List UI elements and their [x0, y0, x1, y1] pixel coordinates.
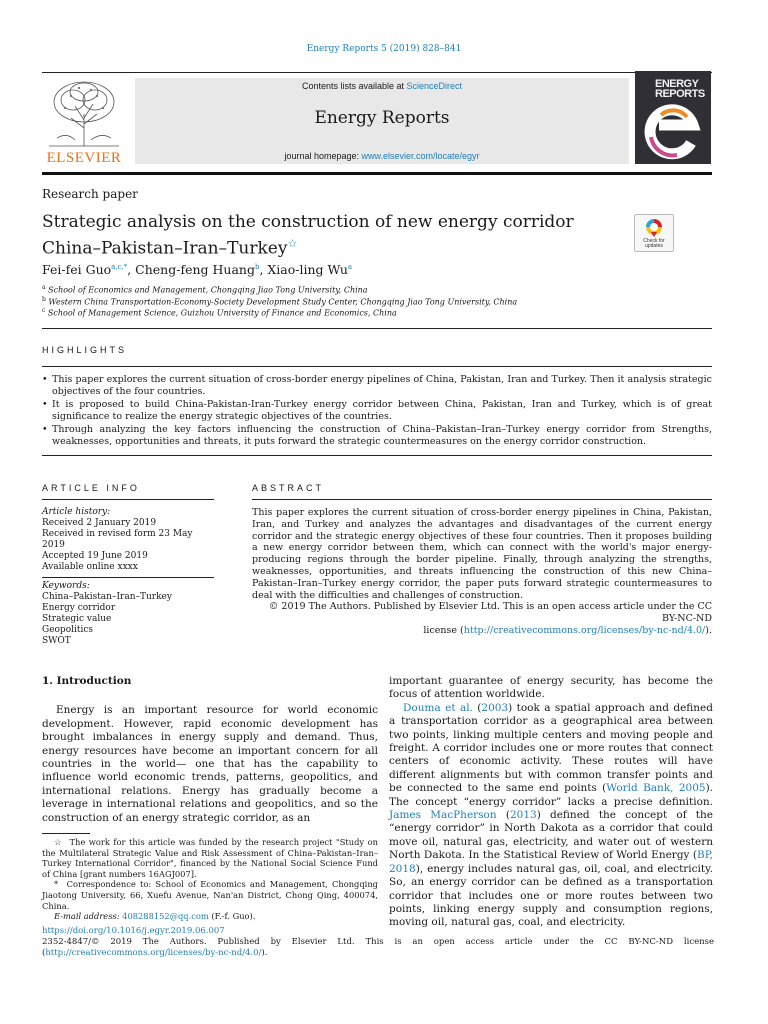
- citation-world-bank[interactable]: World Bank, 2005: [606, 782, 706, 795]
- abstract-rule: [252, 499, 712, 500]
- article-info: [42, 507, 214, 647]
- footer-license: 2352-4847/© 2019 The Authors. Published by Elsevier Ltd. This is an open access article under the CC BY-NC-ND license (http://creativecommons.org/licenses/by-nc-nd/4.0/).: [42, 937, 714, 958]
- paper-type: Research paper: [42, 187, 138, 201]
- footnote-correspondence: * Correspondence to: School of Economics and Management, Chongqing Jiaotong University, 66, Xuefu Avenue, Nan'an District, Chong Qing, 400074, China.: [42, 879, 378, 911]
- highlight-item: • It is proposed to build China-Pakistan-Iran-Turkey energy corridor between China, Pakistan, Iran and Turkey, which is of great significance to realize the energy strategic objectives of the countries.: [42, 399, 712, 423]
- history-accepted: Accepted 19 June 2019: [42, 551, 148, 561]
- article-info-rule: [42, 499, 214, 500]
- abstract-paragraph: This paper explores the current situation of cross-border energy pipelines in China, Pakistan, Iran, and Turkey and analyzes the advantages and disadvantages of the current energy corridor and the strategic energy objectives of these four countries. Then it proposes building a new energy corridor between them, which can connect with the world's major energy-producing regions through the border pipeline. Finally, through analyzing the strengths, weaknesses, opportunities, and threats influencing the construction of this new China–Pakistan–Iran–Turkey energy corridor, the paper puts forward strategic countermeasures to deal with the difficulties and challenges of construction.: [252, 507, 712, 601]
- journal-title: Energy Reports: [314, 108, 450, 128]
- journal-homepage-line: journal homepage: www.elsevier.com/locate/egyr: [284, 151, 480, 161]
- author-affiliation-marker[interactable]: b: [254, 262, 260, 271]
- keyword-item: Geopolitics: [42, 625, 94, 635]
- cover-title: ENERGY REPORTS: [655, 78, 705, 100]
- header-bottom-rule: [42, 172, 712, 175]
- affiliation-a: $^a$ School of Economics and Management, Chongqing Jiao Tong University, China: [42, 284, 368, 295]
- citation-macpherson-year[interactable]: 2013: [509, 809, 537, 822]
- body-right-column: [389, 675, 713, 930]
- highlights-heading: HIGHLIGHTS: [42, 345, 128, 355]
- highlights-bottom-rule: [42, 455, 712, 456]
- highlights-top-rule: [42, 366, 712, 367]
- elsevier-logo[interactable]: [42, 78, 126, 164]
- article-info-heading: ARTICLE INFO: [42, 483, 140, 493]
- abstract-copyright: © 2019 The Authors. Published by Elsevier Ltd. This is an open access article under the CC BY-NC-ND license (http://creativecommons.org/licenses/by-nc-nd/4.0/).: [268, 601, 712, 636]
- page-footer: [42, 926, 714, 959]
- affiliation-c: $^c$ School of Management Science, Guizhou University of Finance and Economics, China: [42, 307, 397, 318]
- author-affiliation-marker[interactable]: a: [347, 262, 353, 271]
- crossmark-icon: [645, 218, 663, 238]
- body-left-column: [42, 675, 378, 825]
- intro-paragraph-1-continued: important guarantee of energy security, has become the focus of attention worldwide.: [389, 675, 713, 701]
- citation-macpherson[interactable]: James MacPherson: [389, 809, 497, 822]
- author-name[interactable]: Xiao-ling Wu: [267, 262, 348, 277]
- doi-link[interactable]: https://doi.org/10.1016/j.egyr.2019.06.007: [42, 926, 225, 936]
- title-footnote-star[interactable]: ☆: [287, 237, 298, 250]
- citation-douma-year[interactable]: 2003: [481, 701, 509, 714]
- journal-reference[interactable]: Energy Reports 5 (2019) 828–841: [306, 44, 462, 54]
- keyword-item: SWOT: [42, 636, 71, 646]
- affiliation-b: $^b$ Western China Transportation-Economy-Society Development Study Center, Chongqing Jiao Tong University, China: [42, 296, 518, 307]
- keyword-item: China–Pakistan–Iran–Turkey: [42, 592, 172, 602]
- highlight-item: • Through analyzing the key factors influencing the construction of China–Pakistan–Iran–Turkey energy corridor from Strengths, weaknesses, opportunities and threats, it puts forward the strategic countermeasures on the energy corridor construction.: [42, 424, 712, 448]
- author-affiliation-marker[interactable]: a,c,*: [111, 262, 128, 271]
- author-name[interactable]: Fei-fei Guo: [42, 262, 112, 277]
- footer-license-link[interactable]: http://creativecommons.org/licenses/by-nc-nd/4.0/: [45, 948, 262, 958]
- intro-paragraph-1: Energy is an important resource for world economic development. However, rapid economic development has brought imbalances in energy supply and demand. Thus, energy resources have become an important concern for all countries in the world— one that has the capability to influence world economic trends, patterns, geopolitics, and international relations. Energy has gradually become a leverage in international relations and geopolitics, and so the construction of an energy strategic corridor, as an: [42, 704, 378, 824]
- abstract-body: [252, 507, 712, 637]
- intro-paragraph-2: Douma et al. (2003) took a spatial approach and defined a transportation corridor as a geographical area between two points, linking multiple centers and moving people and freight. A corridor includes one or more routes that connect centers of economic activity. These routes will have different alignments but with common transfer points and be connected to the same end points (World Bank, 2005). The concept “energy corridor” lacks a precise definition. James MacPherson (2013) defined the concept of the “energy corridor” in North Dakota as a corridor that could move oil, natural gas, electricity, and water out of western North Dakota. In the Statistical Review of World Energy (BP, 2018), energy includes natural gas, oil, coal, and electricity. So, an energy corridor can be defined as a transportation corridor that includes one or more routes between two points, linking energy supply and consumption regions, moving oil, natural gas, coal, and electricity.: [389, 701, 713, 929]
- article-info-divider: [42, 577, 214, 578]
- crossmark-label: Check for updates: [643, 238, 665, 249]
- footnote-email: E-mail address: 408288152@qq.com (F.-f. Guo).: [54, 911, 256, 922]
- author-list: Fei-fei Guo$^{a,c,*}$, Cheng-feng Huang$^b$, Xiao-ling Wu$^a$: [42, 262, 353, 277]
- check-for-updates-badge[interactable]: [634, 214, 674, 252]
- paper-title: Strategic analysis on the construction of new energy corridor China–Pakistan–Iran–Turkey☆: [42, 212, 574, 259]
- history-online: Available online xxxx: [42, 562, 138, 572]
- keyword-item: Energy corridor: [42, 603, 116, 613]
- footnote-funding: ☆ The work for this article was funded by the research project "Study on the Multilateral Strategic Value and Risk Assessment of China–Pakistan–Iran–Turkey International Corridor", financed by the National Social Science Fund of China [grant numbers 16AGJ007].: [42, 837, 378, 879]
- author-name[interactable]: Cheng-feng Huang: [135, 262, 255, 277]
- article-history-heading: Article history:: [42, 507, 111, 517]
- contents-lists-line: Contents lists available at ScienceDirect: [301, 81, 463, 91]
- abstract-license-link[interactable]: http://creativecommons.org/licenses/by-nc-nd/4.0/: [463, 624, 706, 636]
- footnotes: [42, 833, 378, 922]
- section-heading-introduction: 1. Introduction: [42, 675, 132, 687]
- affiliations-divider: [42, 328, 712, 329]
- journal-header-band: [135, 78, 629, 164]
- keyword-item: Strategic value: [42, 614, 112, 624]
- sciencedirect-link[interactable]: ScienceDirect: [406, 81, 463, 91]
- author-email-link[interactable]: 408288152@qq.com: [122, 911, 209, 922]
- elsevier-wordmark: ELSEVIER: [46, 150, 122, 166]
- footnote-rule: [42, 833, 90, 834]
- history-revised: Received in revised form 23 May 2019: [42, 529, 193, 550]
- highlights-list: [42, 374, 712, 449]
- abstract-heading: ABSTRACT: [252, 483, 325, 493]
- history-received: Received 2 January 2019: [42, 518, 157, 528]
- elsevier-tree-icon: [45, 78, 123, 148]
- citation-bp[interactable]: BP, 2018: [389, 849, 713, 875]
- citation-douma[interactable]: Douma et al.: [403, 701, 473, 714]
- cover-e-graphic-icon: [641, 103, 705, 161]
- header-top-rule: [42, 72, 712, 73]
- journal-cover[interactable]: [635, 71, 711, 164]
- keywords-heading: Keywords:: [42, 581, 90, 591]
- journal-homepage-link[interactable]: www.elsevier.com/locate/egyr: [361, 151, 480, 161]
- highlight-item: • This paper explores the current situation of cross-border energy pipelines of China, Pakistan, Iran and Turkey. Then it analysis strategic objectives of the four countries.: [42, 374, 712, 398]
